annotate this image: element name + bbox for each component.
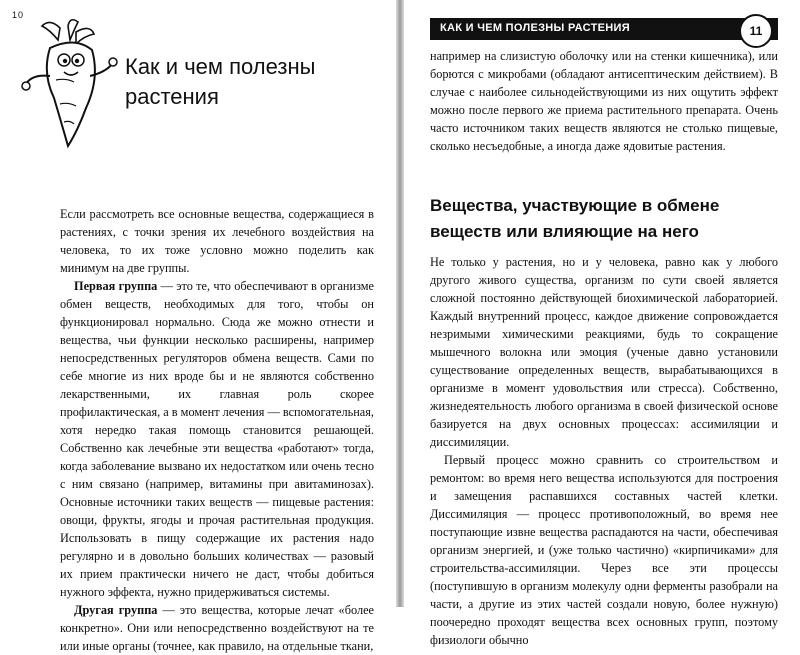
carrot-character-illustration <box>20 18 130 148</box>
chapter-title: Как и чем полезны растения <box>125 54 316 109</box>
right-page <box>402 0 800 647</box>
left-body-text <box>60 205 374 655</box>
paragraph: Не только у растения, но и у человека, равно как у любого другого живого существа, организм по сути своей является сложной постоянно действующей биохимической лабораторией. Каждый внутренний процесс, каждое движение сопровождается незримыми химическими реакциями, будь то сокращение мышечного волокна или эмоция (ученые давно установили существование определенных веществ, вырабатывающихся в организме в момент удовольствия или стресса). Собственно, жизнедеятельность любого организма в своей физической основе базируется на двух основных процессах: ассимиляции и диссимиляции. <box>430 255 778 449</box>
paragraph: Первый процесс можно сравнить со строительством и ремонтом: во время него вещества используются для построения и замещения распавшихся составных частей клетки. Диссимиляция — процесс противоположный, во время нее поступающие извне вещества распадаются на части, обеспечивая организм энергией, и (уже только частично) «кирпичиками» для строительства-ассимиляции. Через все эти процессы (поступившую в организм молекулу одни ферменты разобрали на части, а другие из этих частей создали новую, более нужную) поочередно проходят вещества всех основных групп, поэтому физиологи обычно <box>430 453 778 647</box>
right-top-text <box>430 47 778 155</box>
paragraph <box>60 601 374 655</box>
paragraph-lead: Другая группа <box>74 603 158 617</box>
left-page <box>0 0 398 653</box>
running-header-text: КАК И ЧЕМ ПОЛЕЗНЫ РАСТЕНИЯ <box>440 22 630 34</box>
paragraph: Если рассмотреть все основные вещества, содержащиеся в растениях, с точки зрения их лечебного воздействия на человека, то их тоже условно можно поделить как минимум на две группы. <box>60 207 374 275</box>
paragraph: например на слизистую оболочку или на стенки кишечника), или борются с микробами (обладают антисептическим действием). В случае с наиболее сильнодействующими из них ощутить эффект можно после первого же приема растительного препарата. Очень часто источником таких веществ являются не столько пищевые, сколько несъедобные, а иногда даже ядовитые растения. <box>430 49 778 153</box>
paragraph-body: — это вещества, которые лечат «более конкретно». Они или непосредственно воздействуют на те или иные органы (точнее, как правило, на отдельные ткани, <box>60 603 374 653</box>
paragraph-body: — это те, что обеспечивают в организме обмен веществ, необходимых для того, чтобы он функционировал нормально. Сюда же можно отнести и вещества, чьи функции несколько расширены, например непосредственных регуляторов обмена веществ. Сами по себе многие из них вроде бы и не являются собственно лекарственными, их главная роль скорее профилактическая, а в момент лечения — вспомогательная, хотя нередко такая помощь становится решающей. Собственно как лечебные эти вещества «работают» тогда, когда заболевание вызвано их недостатком или очень тесно с ним связано (например, витамины при авитаминозах). Основные источники таких веществ — пищевые растения: овощи, фрукты, ягоды и прочая растительная продукция. Использовать в пищу содержащие их растения надо регулярно и в довольно больших количествах — разовый их прием практически ничего не даст, чтобы добиться нужного эффекта, нужно придерживаться системы. <box>60 279 375 599</box>
right-body-text <box>430 253 778 649</box>
right-page-number: 11 <box>739 14 773 48</box>
paragraph-lead: Первая группа <box>74 279 158 293</box>
section-title: Вещества, участвующие в обмене веществ или влияющие на него <box>430 196 720 241</box>
running-header <box>430 18 778 40</box>
left-page-number: 10 <box>12 10 25 20</box>
paragraph <box>60 277 374 601</box>
